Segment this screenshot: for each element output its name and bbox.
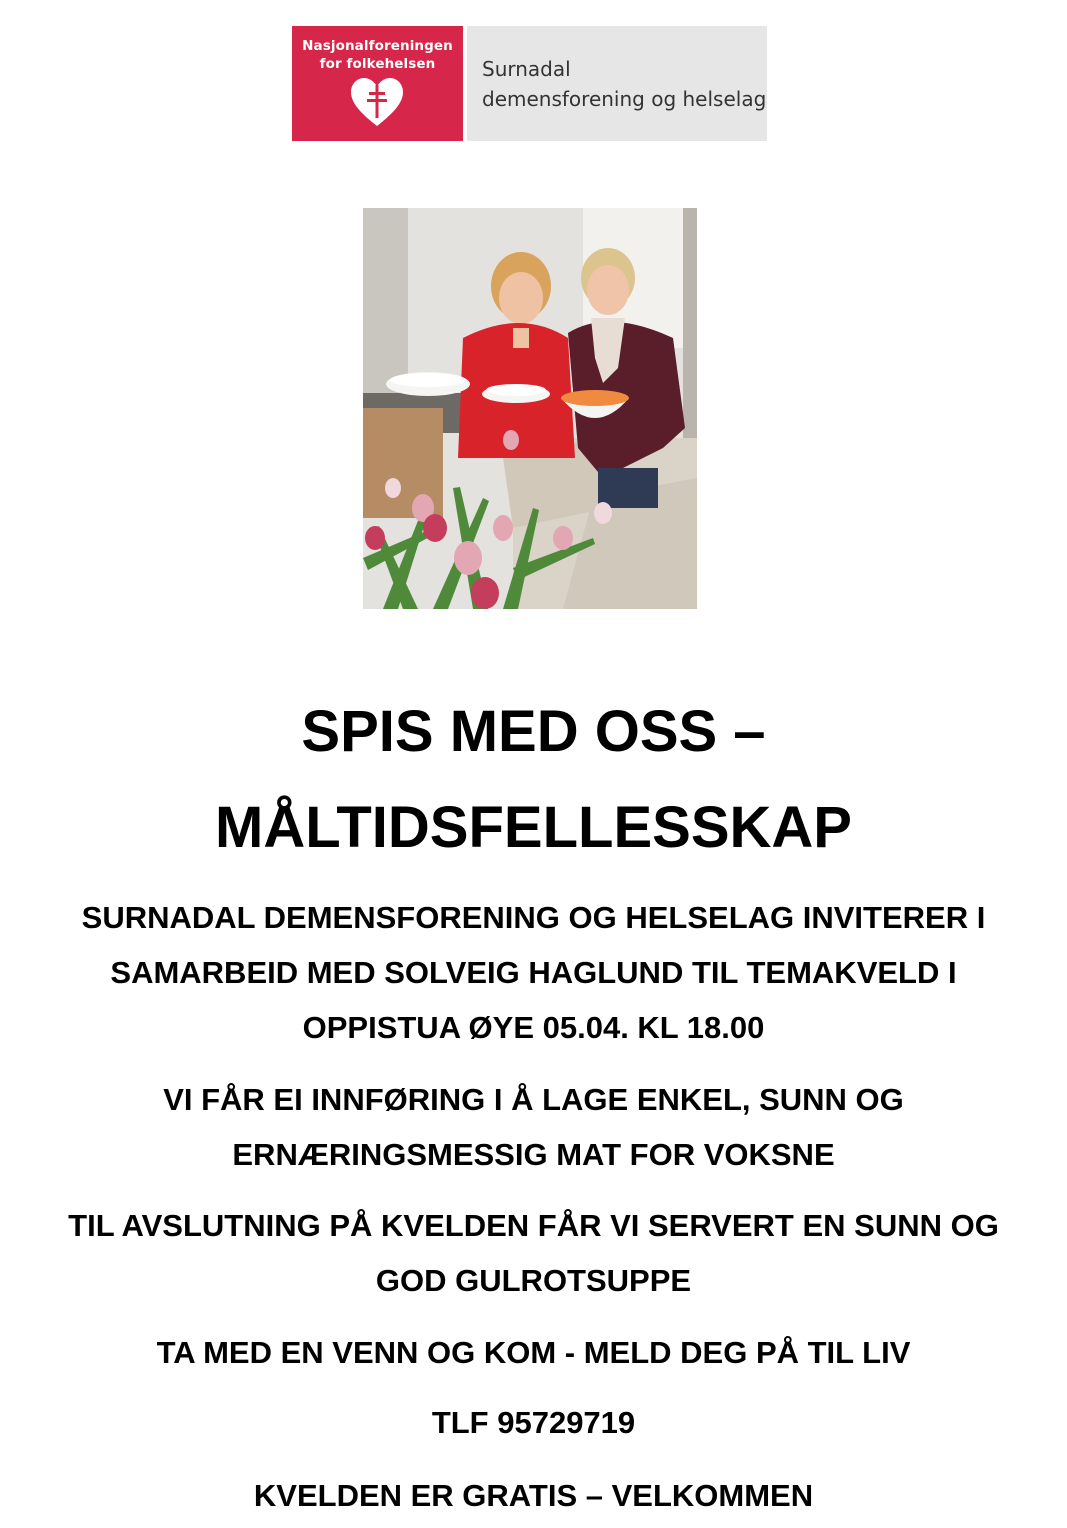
logo-local-line1: Surnadal: [482, 57, 571, 81]
organization-logo: [292, 26, 767, 141]
phone-number: TLF 95729719: [431, 1405, 636, 1440]
course-paragraph: [0, 1072, 1067, 1182]
photo-two-women-with-bowls: [363, 208, 697, 609]
closing-line1: TIL AVSLUTNING PÅ KVELDEN FÅR VI SERVERT EN SUNN OG: [68, 1208, 999, 1243]
intro-paragraph: [0, 890, 1067, 1055]
title-line2: MÅLTIDSFELLESSKAP: [215, 795, 852, 860]
logo-local-panel: [467, 26, 767, 141]
free-welcome-text: KVELDEN ER GRATIS – VELKOMMEN: [253, 1478, 814, 1513]
intro-line1: SURNADAL DEMENSFORENING OG HELSELAG INVITERER I: [81, 900, 986, 935]
photo-illustration: [363, 208, 697, 609]
logo-red-panel: [292, 26, 463, 141]
course-line1: VI FÅR EI INNFØRING I Å LAGE ENKEL, SUNN OG: [163, 1082, 904, 1117]
course-line2: ERNÆRINGSMESSIG MAT FOR VOKSNE: [232, 1137, 835, 1172]
intro-line2: SAMARBEID MED SOLVEIG HAGLUND TIL TEMAKVELD I: [110, 955, 957, 990]
closing-line2: GOD GULROTSUPPE: [375, 1263, 692, 1298]
closing-paragraph: [0, 1198, 1067, 1308]
logo-local-line2: demensforening og helselag: [482, 87, 767, 111]
heart-cross-icon: [349, 76, 405, 128]
logo-org-line2: for folkehelsen: [319, 56, 436, 72]
event-title: [0, 684, 1067, 876]
logo-org-line1: Nasjonalforeningen: [302, 38, 453, 54]
title-line1: SPIS MED OSS –: [301, 699, 766, 764]
signup-text: TA MED EN VENN OG KOM - MELD DEG PÅ TIL LIV: [156, 1335, 911, 1370]
intro-line3: OPPISTUA ØYE 05.04. KL 18.00: [302, 1010, 765, 1045]
